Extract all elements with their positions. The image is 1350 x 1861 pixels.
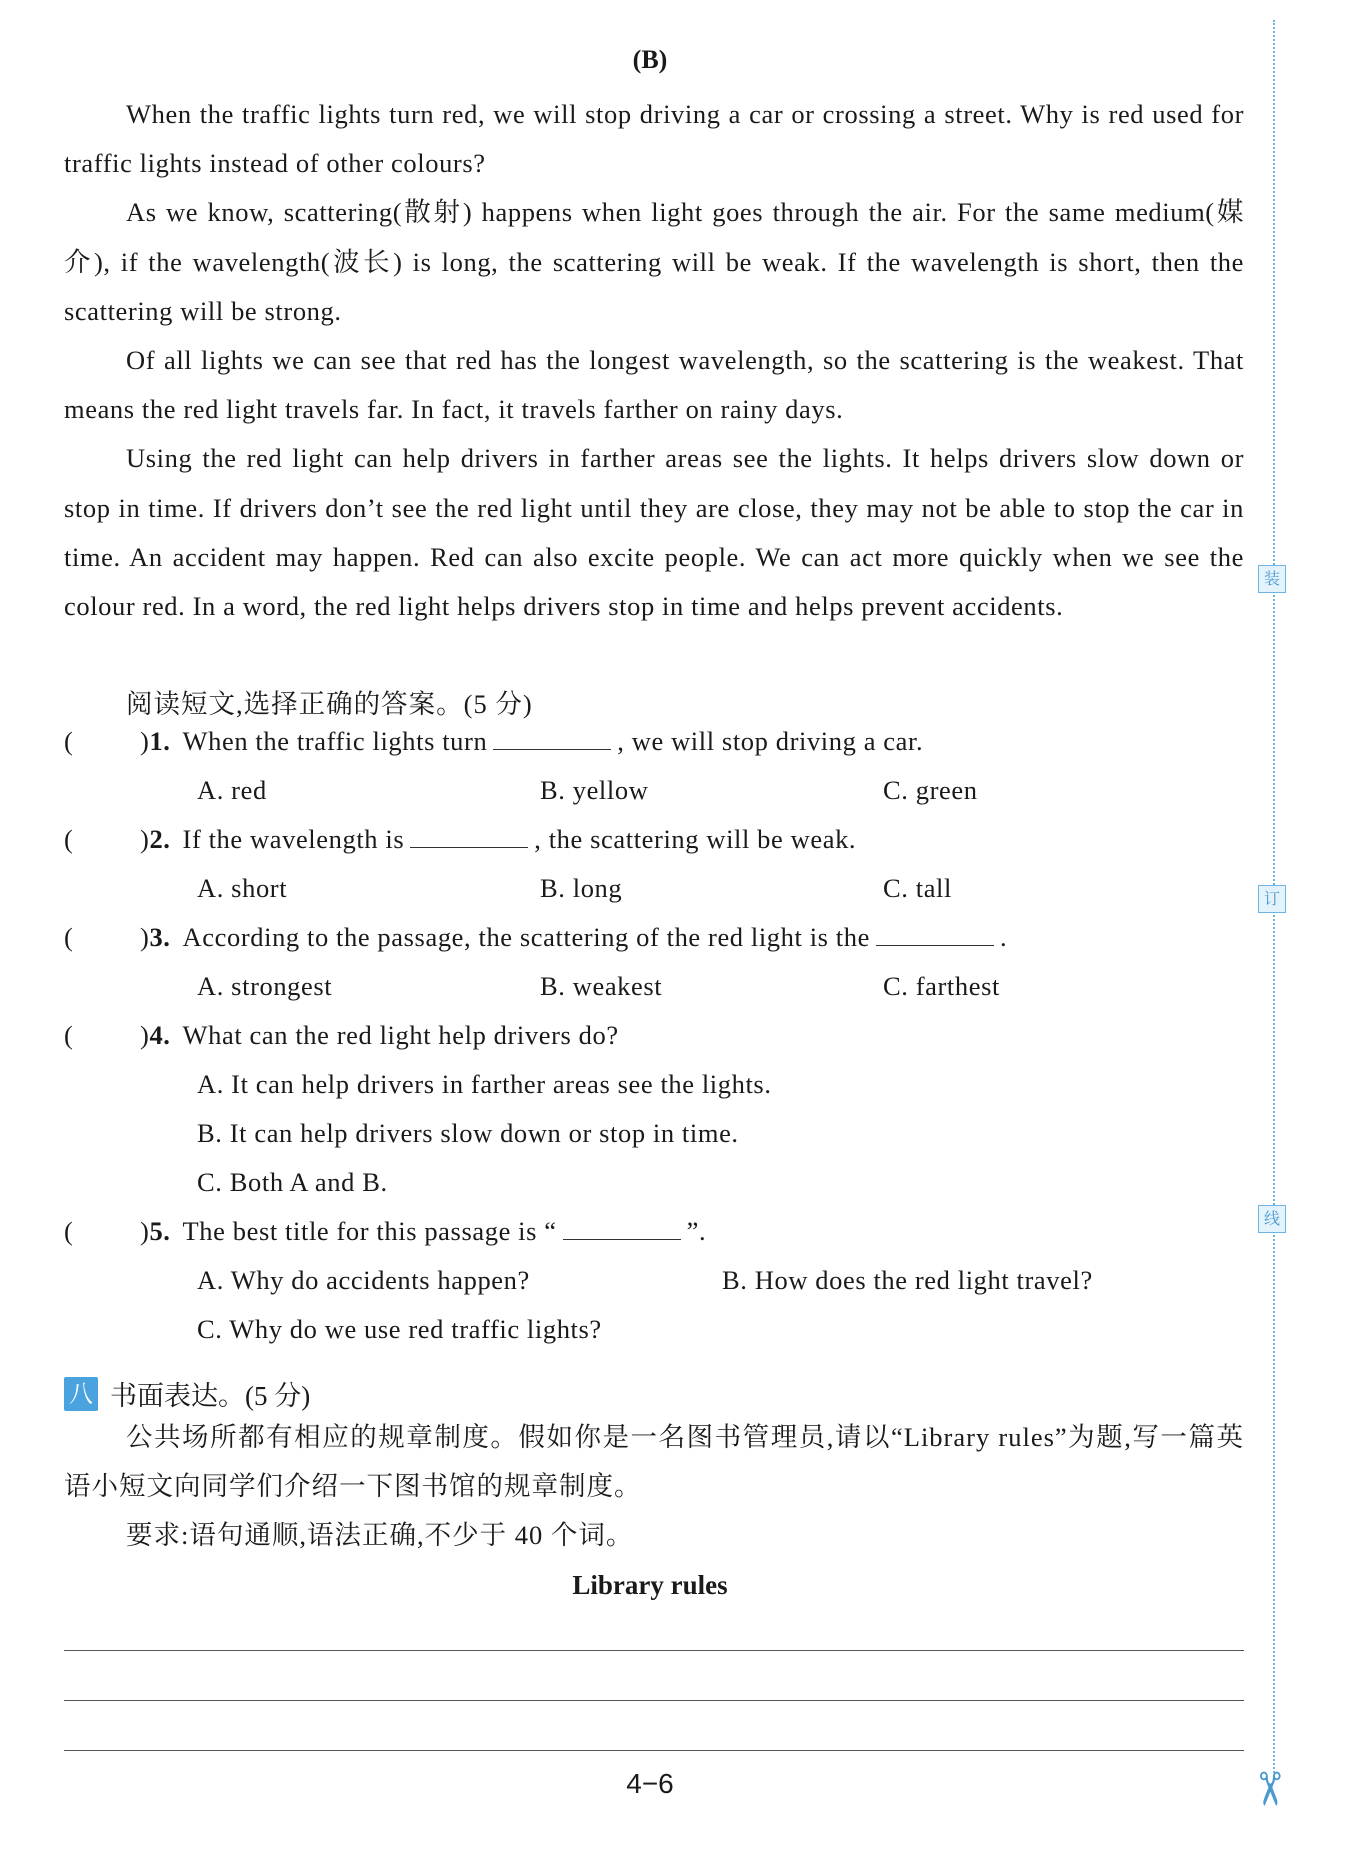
answer-paren-open: ( [64, 922, 74, 952]
question-text-after: . [999, 922, 1008, 952]
question-number: 5. [149, 1216, 171, 1246]
question-text: According to the passage, the scattering of the red light is the [182, 922, 870, 952]
scissors-icon: ✂ [1242, 1769, 1297, 1809]
question-number: 1. [149, 726, 171, 756]
passage-paragraph: Of all lights we can see that red has the longest wavelength, so the scattering is the weakest. That means the red light travels far. In fact, it travels farther on rainy days. [64, 345, 1244, 425]
option-b[interactable]: B. How does the red light travel? [722, 1265, 1093, 1295]
option-a[interactable]: A. It can help drivers in farther areas see the lights. [197, 1069, 772, 1099]
answer-paren-close: ) [140, 726, 150, 756]
answer-paren-open: ( [64, 1216, 74, 1246]
option-c[interactable]: C. farthest [883, 971, 1000, 1001]
question-number: 3. [149, 922, 171, 952]
answer-paren-close: ) [140, 824, 150, 854]
answer-blank[interactable] [493, 727, 611, 750]
writing-line-3[interactable] [64, 1750, 1244, 1751]
option-c[interactable]: C. Why do we use red traffic lights? [197, 1314, 602, 1344]
option-b[interactable]: B. It can help drivers slow down or stop in time. [197, 1118, 739, 1148]
writing-line-1[interactable] [64, 1650, 1244, 1651]
answer-blank[interactable] [410, 825, 528, 848]
question-text-after: ”. [686, 1216, 707, 1246]
option-c[interactable]: C. green [883, 775, 978, 805]
answer-paren-open: ( [64, 824, 74, 854]
question-text: What can the red light help drivers do? [182, 1020, 619, 1050]
question-4 [64, 1020, 619, 1051]
writing-prompt [64, 1413, 1244, 1511]
passage-paragraph: Using the red light can help drivers in farther areas see the lights. It helps drivers slow down or stop in time. If drivers don’t see the red light until they are close, they may not be able to stop the car in time. An accident may happen. Red can also excite people. We can act more quickly when we see the colour red. In a word, the red light helps drivers stop in time and helps prevent accidents. [64, 443, 1244, 622]
question-number: 2. [149, 824, 171, 854]
answer-blank[interactable] [563, 1217, 681, 1240]
side-tab-ding: 订 [1258, 885, 1286, 913]
option-b[interactable]: B. yellow [540, 775, 649, 805]
answer-paren-open: ( [64, 726, 74, 756]
side-tab-xian: 线 [1258, 1205, 1286, 1233]
option-a[interactable]: A. strongest [197, 971, 333, 1001]
page-number: 4−6 [626, 1768, 674, 1799]
question-text-after: , we will stop driving a car. [617, 726, 924, 756]
option-a[interactable]: A. short [197, 873, 288, 903]
option-a[interactable]: A. Why do accidents happen? [197, 1265, 530, 1295]
part-8-title: 书面表达。(5 分) [110, 1381, 311, 1411]
question-text: If the wavelength is [182, 824, 405, 854]
option-c[interactable]: C. tall [883, 873, 952, 903]
answer-paren-close: ) [140, 922, 150, 952]
option-b[interactable]: B. long [540, 873, 623, 903]
option-b[interactable]: B. weakest [540, 971, 663, 1001]
question-number: 4. [149, 1020, 171, 1050]
writing-prompt-text: 公共场所都有相应的规章制度。假如你是一名图书管理员,请以“Library rules”为题,写一篇英语小短文向同学们介绍一下图书馆的规章制度。 [64, 1422, 1244, 1501]
passage-paragraph: When the traffic lights turn red, we will stop driving a car or crossing a street. Why is red used for traffic lights instead of other colours? [64, 99, 1244, 179]
writing-title: Library rules [572, 1570, 728, 1600]
question-text: When the traffic lights turn [182, 726, 488, 756]
side-tab-zhuang: 装 [1258, 565, 1286, 593]
answer-paren-open: ( [64, 1020, 74, 1050]
question-1 [64, 726, 923, 757]
question-text: The best title for this passage is “ [182, 1216, 557, 1246]
option-a[interactable]: A. red [197, 775, 267, 805]
section-label: (B) [632, 45, 668, 74]
question-2 [64, 824, 856, 855]
answer-blank[interactable] [876, 923, 994, 946]
passage-paragraph: As we know, scattering(散射) happens when light goes through the air. For the same medium(媒介), if the wavelength(波长) is long, the scattering will be weak. If the wavelength is short, then the scattering will be strong. [64, 197, 1244, 326]
answer-paren-close: ) [140, 1020, 150, 1050]
answer-paren-close: ) [140, 1216, 150, 1246]
part-8-badge: 八 [64, 1377, 98, 1411]
reading-instruction: 阅读短文,选择正确的答案。(5 分) [126, 689, 533, 719]
option-c[interactable]: C. Both A and B. [197, 1167, 388, 1197]
question-3 [64, 922, 1007, 953]
question-5 [64, 1216, 706, 1247]
writing-requirement-text: 要求:语句通顺,语法正确,不少于 40 个词。 [126, 1520, 634, 1550]
writing-line-2[interactable] [64, 1700, 1244, 1701]
question-text-after: , the scattering will be weak. [534, 824, 857, 854]
part-8-heading [64, 1374, 310, 1413]
reading-passage [64, 90, 1244, 631]
writing-requirement [64, 1511, 1244, 1560]
